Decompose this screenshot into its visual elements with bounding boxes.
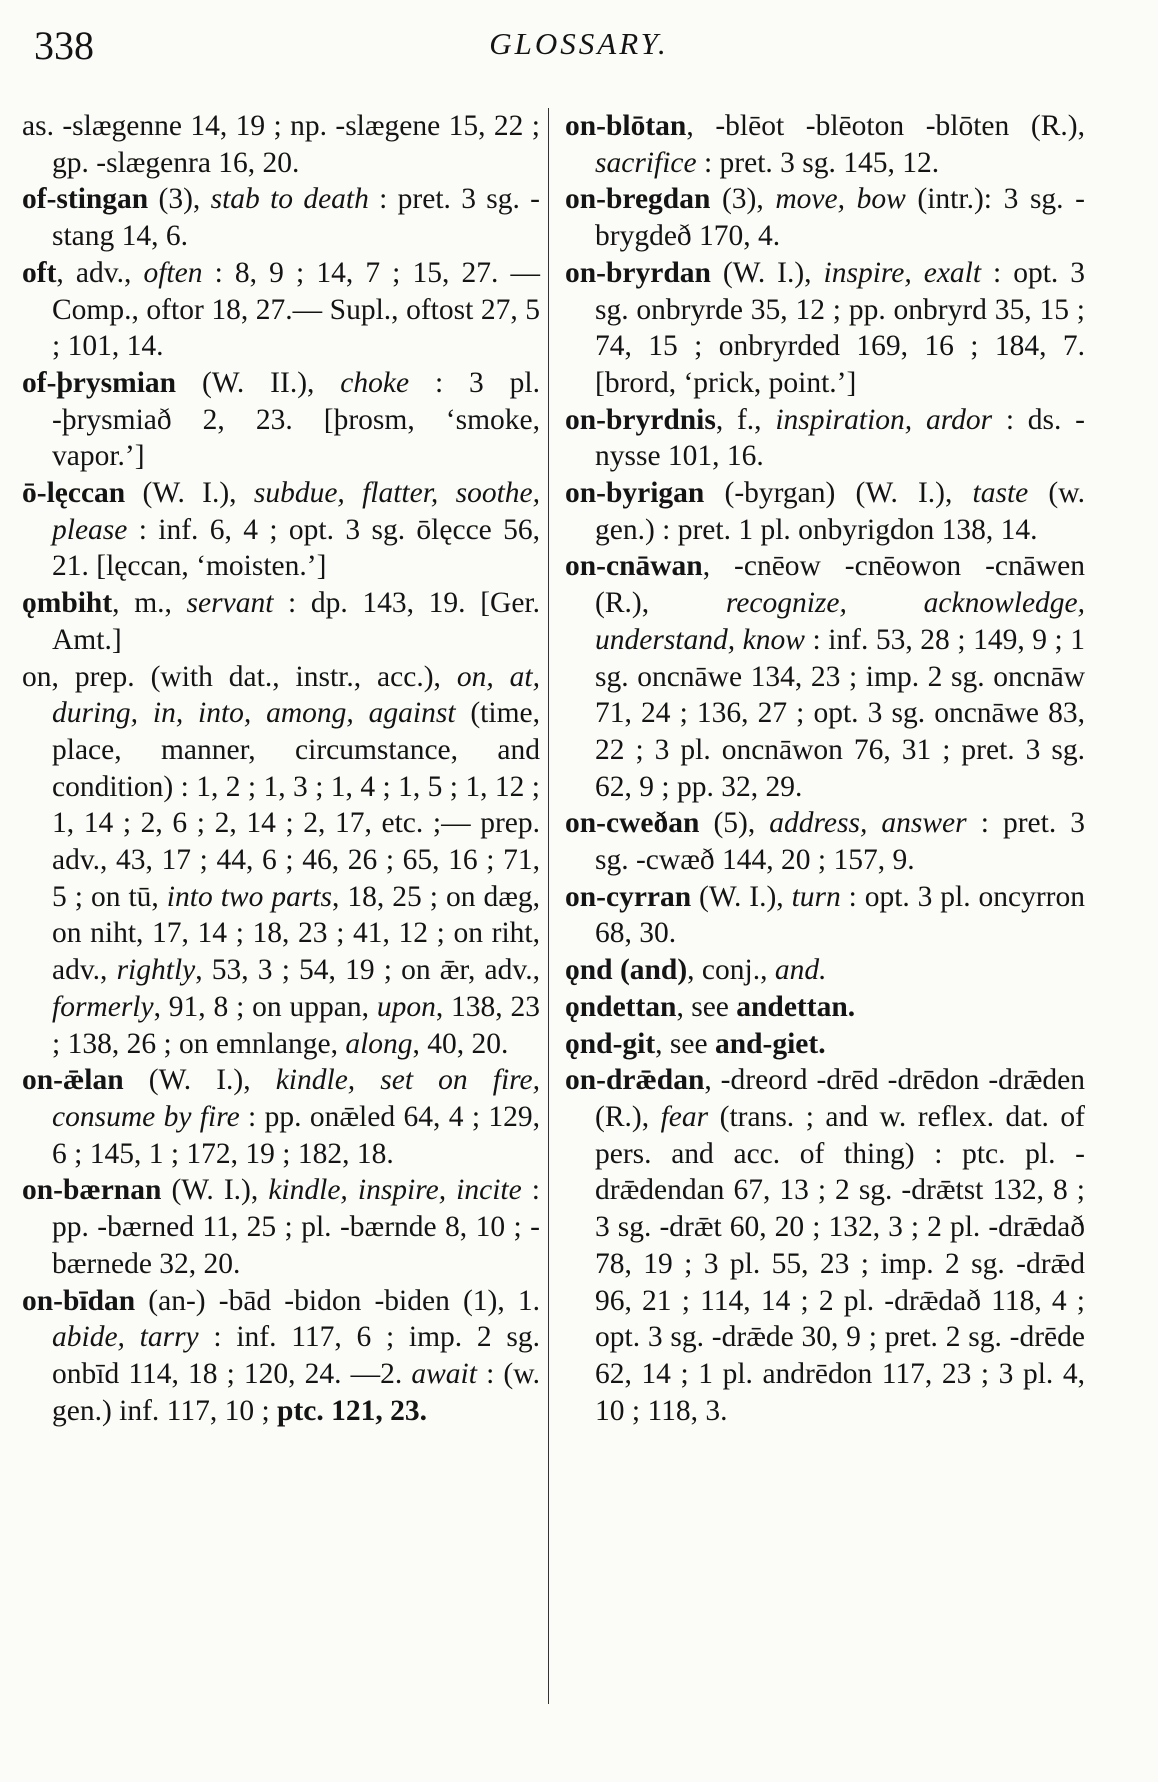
glossary-entry: as. -slægenne 14, 19 ; np. -slægene 15, 22 ; gp. -slægenra 16, 20. — [22, 110, 540, 179]
running-head: GLOSSARY. — [489, 26, 669, 61]
right-column — [565, 108, 1085, 1429]
glossary-entry: of-þrysmian (W. II.), choke : 3 pl. -þrysmiað 2, 23. [þrosm, ‘smoke, vapor.’] — [22, 366, 540, 473]
glossary-entry: ǫnd (and), conj., and. — [565, 954, 827, 987]
glossary-entry: ǫnd-git, see and-giet. — [565, 1027, 826, 1060]
glossary-entry: on-bærnan (W. I.), kindle, inspire, incite : pp. -bærned 11, 25 ; pl. -bærnde 8, 10 ; -bærnede 32, 20. — [22, 1174, 540, 1280]
page-number: 338 — [34, 23, 94, 68]
glossary-entry: ǫmbiht, m., servant : dp. 143, 19. [Ger. Amt.] — [22, 587, 540, 656]
glossary-entry: of-stingan (3), stab to death : pret. 3 sg. -stang 14, 6. — [22, 183, 540, 253]
left-column — [22, 108, 540, 1429]
glossary-entry: on-bīdan (an-) -bād -bidon -biden (1), 1. abide, tarry : inf. 117, 6 ; imp. 2 sg. onbīd 114, 18 ; 120, 24. —2. await : (w. gen.) inf. 117, 10 ; ptc. 121, 23. — [22, 1284, 540, 1427]
glossary-entry: on-cyrran (W. I.), turn : opt. 3 pl. oncyrron 68, 30. — [565, 880, 1085, 950]
glossary-entry: on-bryrdnis, f., inspiration, ardor : ds. -nysse 101, 16. — [565, 403, 1085, 473]
glossary-entry: on-ǣlan (W. I.), kindle, set on fire, consume by fire : pp. onǣled 64, 4 ; 129, 6 ; 145, 1 ; 172, 19 ; 182, 18. — [22, 1064, 541, 1170]
glossary-entry: on-blōtan, -blēot -blēoton -blōten (R.), sacrifice : pret. 3 sg. 145, 12. — [565, 110, 1085, 179]
glossary-entry: on-drǣdan, -dreord -drēd -drēdon -drǣden (R.), fear (trans. ; and w. reflex. dat. of pers. and acc. of thing) : ptc. pl. -drǣdendan 67, 13 ; 2 sg. -drǣtst 132, 8 ; 3 sg. -drǣt 60, 20 ; 132, 3 ; 2 pl. -drǣdað 78, 19 ; 3 pl. 55, 23 ; imp. 2 sg. -drǣd 96, 21 ; 114, 14 ; 2 pl. -drǣdað 118, 4 ; opt. 3 sg. -drǣde 30, 9 ; pret. 2 sg. -drēde 62, 14 ; 1 pl. andrēdon 117, 23 ; 3 pl. 4, 10 ; 118, 3. — [565, 1064, 1085, 1427]
glossary-entry: on-cnāwan, -cnēow -cnēowon -cnāwen (R.), recognize, acknowledge, understand, know : inf. 53, 28 ; 149, 9 ; 1 sg. oncnāwe 134, 23 ; imp. 2 sg. oncnāw 71, 24 ; 136, 27 ; opt. 3 sg. oncnāwe 83, 22 ; 3 pl. oncnāwon 76, 31 ; pret. 3 sg. 62, 9 ; pp. 32, 29. — [565, 550, 1086, 803]
glossary-entry: ǫndettan, see andettan. — [565, 990, 856, 1023]
page-header — [34, 22, 1124, 72]
glossary-entry: ō-lęccan (W. I.), subdue, flatter, soothe, please : inf. 6, 4 ; opt. 3 sg. ōlęcce 56, 21. [lęccan, ‘moisten.’] — [22, 477, 540, 583]
glossary-entry: on-bryrdan (W. I.), inspire, exalt : opt. 3 sg. onbryrde 35, 12 ; pp. onbryrd 35, 15 ; 74, 15 ; onbryrded 169, 16 ; 184, 7. [brord, ‘prick, point.’] — [565, 256, 1085, 399]
glossary-entry: on-byrigan (-byrgan) (W. I.), taste (w. gen.) : pret. 1 pl. onbyrigdon 138, 14. — [565, 477, 1085, 546]
glossary-entry: on, prep. (with dat., instr., acc.), on, at, during, in, into, among, against (time, place, manner, circumstance, and condition) : 1, 2 ; 1, 3 ; 1, 4 ; 1, 5 ; 1, 12 ; 1, 14 ; 2, 6 ; 2, 14 ; 2, 17, etc. ;— prep. adv., 43, 17 ; 44, 6 ; 46, 26 ; 65, 16 ; 71, 5 ; on tū, into two parts, 18, 25 ; on dæg, on niht, 17, 14 ; 18, 23 ; 41, 12 ; on riht, adv., rightly, 53, 3 ; 54, 19 ; on ǣr, adv., formerly, 91, 8 ; on uppan, upon, 138, 23 ; 138, 26 ; on emnlange, along, 40, 20. — [22, 660, 541, 1060]
column-divider — [548, 108, 549, 1704]
glossary-entry: oft, adv., often : 8, 9 ; 14, 7 ; 15, 27. — Comp., oftor 18, 27.— Supl., oftost 27, 5 ; 101, 14. — [22, 256, 540, 363]
glossary-entry: on-bregdan (3), move, bow (intr.): 3 sg. -brygdeð 170, 4. — [565, 183, 1085, 253]
glossary-entry: on-cweðan (5), address, answer : pret. 3 sg. -cwæð 144, 20 ; 157, 9. — [565, 807, 1085, 877]
